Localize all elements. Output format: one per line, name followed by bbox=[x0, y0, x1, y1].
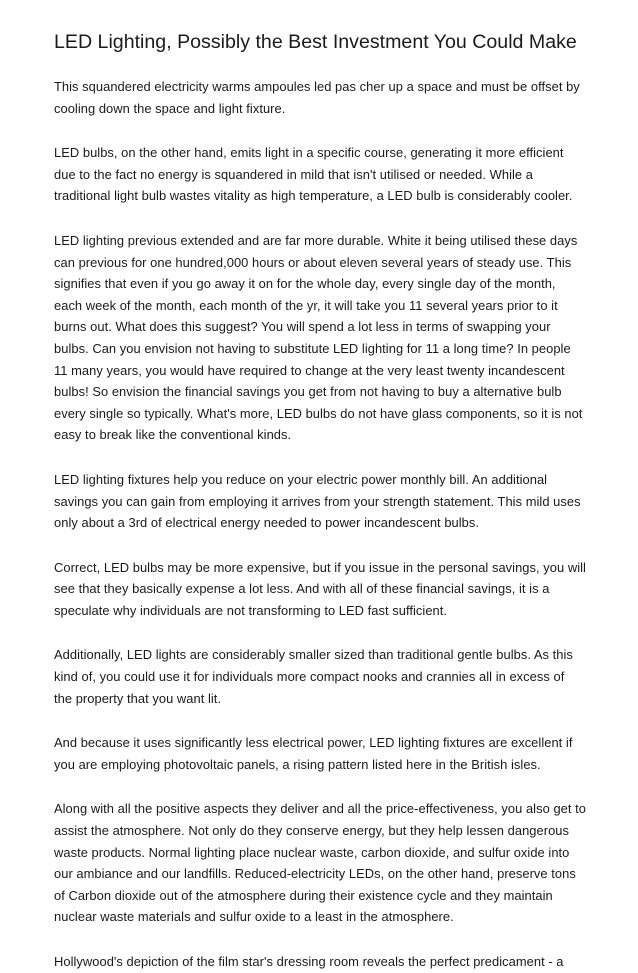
page-title: LED Lighting, Possibly the Best Investment You Could Make bbox=[54, 31, 577, 53]
paragraph: Additionally, LED lights are considerably smaller sized than traditional gentle bulbs. As this kind of, you could use it for individuals more compact nooks and crannies all in excess of the property that you want lit. bbox=[54, 647, 573, 706]
paragraph: LED bulbs, on the other hand, emits light in a specific course, generating it more efficient due to the fact no energy is squandered in mild that isn't utilised or needed. While a traditional light bulb wastes vitality as high temperature, a LED bulb is considerably cooler. bbox=[54, 145, 573, 204]
paragraph: This squandered electricity warms ampoules led pas cher up a space and must be offset by cooling down the space and light fixture. bbox=[54, 79, 580, 116]
paragraph: Hollywood's depiction of the film star's dressing room reveals the perfect predicament - a bbox=[54, 954, 564, 969]
paragraph: And because it uses significantly less electrical power, LED lighting fixtures are excellent if you are employing photovoltaic panels, a rising pattern listed here in the British isles. bbox=[54, 735, 573, 772]
paragraph: LED lighting fixtures help you reduce on your electric power monthly bill. An additional savings you can gain from employing it arrives from your strength statement. This mild uses only about a 3rd of electrical energy needed to power incandescent bulbs. bbox=[54, 471, 581, 531]
paragraph: Correct, LED bulbs may be more expensive, but if you issue in the personal savings, you will see that they basically expense a lot less. And with all of these financial savings, it is a speculate why individuals are not transforming to LED fast sufficient. bbox=[54, 559, 586, 618]
paragraph: LED lighting previous extended and are far more durable. White it being utilised these days can previous for one hundred,000 hours or about eleven several years of steady use. This signifies that even if you go away it on for the whole day, every single day of the month, each week of the month, each month of the yr, it will take you 11 several years prior to it burns out. What does this suggest? You will spend a lot less in terms of swapping your bulbs. Can you envision not having to substitute LED lighting for 11 a long time? In people 11 many years, you would have required to change at the very least twenty incandescent bulbs! So envision the financial savings you get from not having to buy a alternative bulb every single so typically. What's more, LED bulbs do not have glass components, so it is not easy to break like the conventional kinds. bbox=[54, 232, 583, 443]
paragraph: Along with all the positive aspects they deliver and all the price-effectiveness, you also get to assist the atmosphere. Not only do they conserve energy, but they help lessen dangerous waste products. Normal lighting place nuclear waste, carbon dioxide, and sulfur oxide into our ambiance and our landfills. Reduced-electricity LEDs, on the other hand, preserve tons of Carbon dioxide out of the atmosphere during their existence cycle and they maintain nuclear waste materials and sulfur oxide to a least in the atmosphere. bbox=[54, 801, 586, 925]
